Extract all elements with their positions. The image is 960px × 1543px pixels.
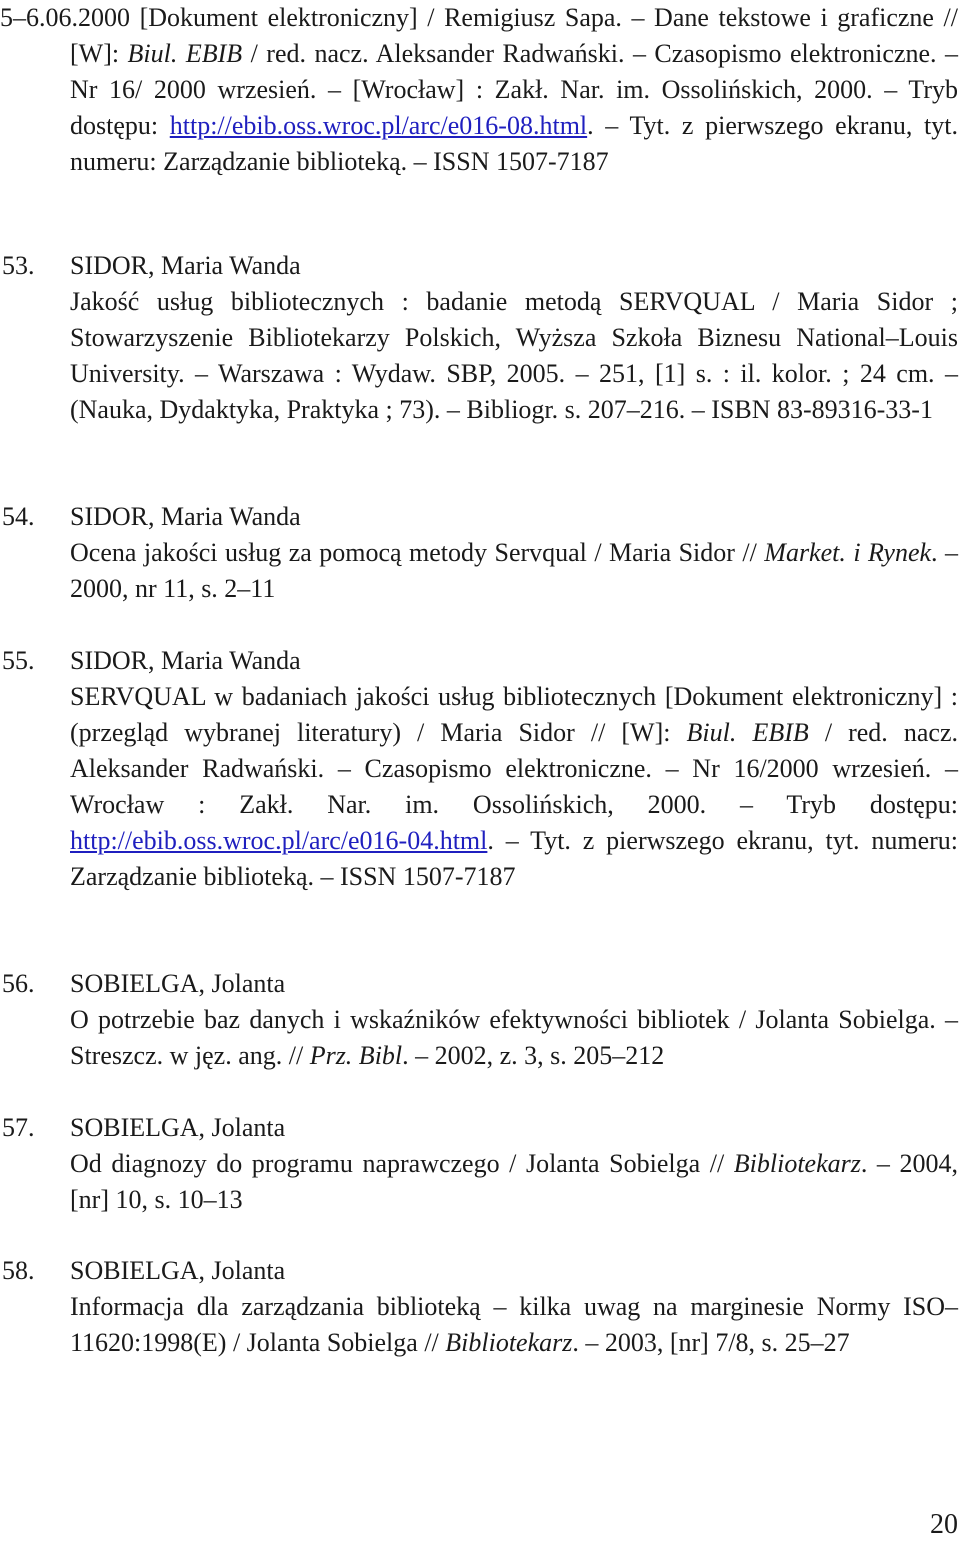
entry-number: 56. <box>2 969 35 998</box>
entry-text: Informacja dla zarządzania biblioteką – kilka uwag na marginesie Normy ISO–11620:1998(E) / Jolanta Sobielga // <box>70 1292 958 1357</box>
bibliography-entry-53 <box>0 248 958 428</box>
entry-text: / red. nacz. Aleksander Radwański. – Czasopismo elektroniczne. – Nr 16/ 2000 wrzesień. – [Wrocław] : Zakł. Nar. im. Ossolińskich, 2000. – Tryb dostępu: <box>70 39 958 140</box>
bibliography-entry-56 <box>0 966 958 1074</box>
entry-text: . – 2003, [nr] 7/8, s. 25–27 <box>572 1328 850 1357</box>
entry-body <box>70 1002 958 1074</box>
entry-text: . – Tyt. z pierwszego ekranu, tyt. numeru: Zarządzanie biblioteką. – ISSN 1507-7187 <box>70 111 958 176</box>
url-link[interactable]: http://ebib.oss.wroc.pl/arc/e016-08.html <box>169 111 588 140</box>
entry-text: . – Tyt. z pierwszego ekranu, tyt. numeru: Zarządzanie biblioteką. – ISSN 1507-7187 <box>70 826 958 891</box>
entry-author: SIDOR, Maria Wanda <box>70 502 301 531</box>
entry-text: O potrzebie baz danych i wskaźników efektywności bibliotek / Jolanta Sobielga. – Streszcz. w jęz. ang. // <box>70 1005 958 1070</box>
bibliography-entry-57 <box>0 1110 958 1218</box>
entry-number: 55. <box>2 646 35 675</box>
entry-text: Jakość usług bibliotecznych : badanie metodą SERVQUAL / Maria Sidor ; Stowarzyszenie Bibliotekarzy Polskich, Wyższa Szkoła Biznesu National–Louis University. – Warszawa : Wydaw. SBP, 2005. – 251, [1] s. : il. kolor. ; 24 cm. – (Nauka, Dydaktyka, Praktyka ; 73). – Bibliogr. s. 207–216. – ISBN 83-89316-33-1 <box>70 287 958 424</box>
bibliography-entry-55 <box>0 643 958 895</box>
page-number: 20 <box>930 1509 958 1540</box>
url-link[interactable]: http://ebib.oss.wroc.pl/arc/e016-04.html <box>70 826 488 855</box>
journal-title: Bibliotekarz <box>733 1149 861 1178</box>
entry-author: SIDOR, Maria Wanda <box>70 646 301 675</box>
entry-author: SIDOR, Maria Wanda <box>70 251 301 280</box>
journal-title: Biul. EBIB <box>686 718 809 747</box>
entry-52-continuation <box>0 0 958 180</box>
entry-text: 5–6.06.2000 [Dokument elektroniczny] / Remigiusz Sapa. – Dane tekstowe i graficzne // [W]: <box>0 3 958 68</box>
entry-text: Ocena jakości usług za pomocą metody Servqual / Maria Sidor // <box>70 538 765 567</box>
entry-number: 53. <box>2 251 35 280</box>
entry-number: 58. <box>2 1256 35 1285</box>
bibliography-entry-54 <box>0 499 958 607</box>
bibliography-entry-58 <box>0 1253 958 1361</box>
entry-author: SOBIELGA, Jolanta <box>70 1256 286 1285</box>
entry-number: 54. <box>2 502 35 531</box>
entry-text: . – 2000, nr 11, s. 2–11 <box>70 538 958 603</box>
entry-number: 57. <box>2 1113 35 1142</box>
entry-body <box>70 1289 958 1361</box>
entry-body <box>70 535 958 607</box>
entry-body <box>70 1146 958 1218</box>
journal-title: Market. i Rynek <box>764 538 932 567</box>
entry-body <box>70 679 958 895</box>
journal-title: Bibliotekarz <box>445 1328 573 1357</box>
journal-title: Prz. Bibl <box>309 1041 403 1070</box>
entry-text: SERVQUAL w badaniach jakości usług bibliotecznych [Dokument elektroniczny] : (przegląd wybranej literatury) / Maria Sidor // [W]: <box>70 682 958 747</box>
journal-title: Biul. EBIB <box>127 39 243 68</box>
entry-author: SOBIELGA, Jolanta <box>70 969 286 998</box>
entry-text: . – 2004, [nr] 10, s. 10–13 <box>70 1149 959 1214</box>
entry-text: . – 2002, z. 3, s. 205–212 <box>402 1041 665 1070</box>
entry-author: SOBIELGA, Jolanta <box>70 1113 286 1142</box>
entry-text: Od diagnozy do programu naprawczego / Jolanta Sobielga // <box>70 1149 734 1178</box>
entry-text: / red. nacz. Aleksander Radwański. – Czasopismo elektroniczne. – Nr 16/2000 wrzesień. – Wrocław : Zakł. Nar. im. Ossolińskich, 2000. – Tryb dostępu: <box>70 718 958 819</box>
